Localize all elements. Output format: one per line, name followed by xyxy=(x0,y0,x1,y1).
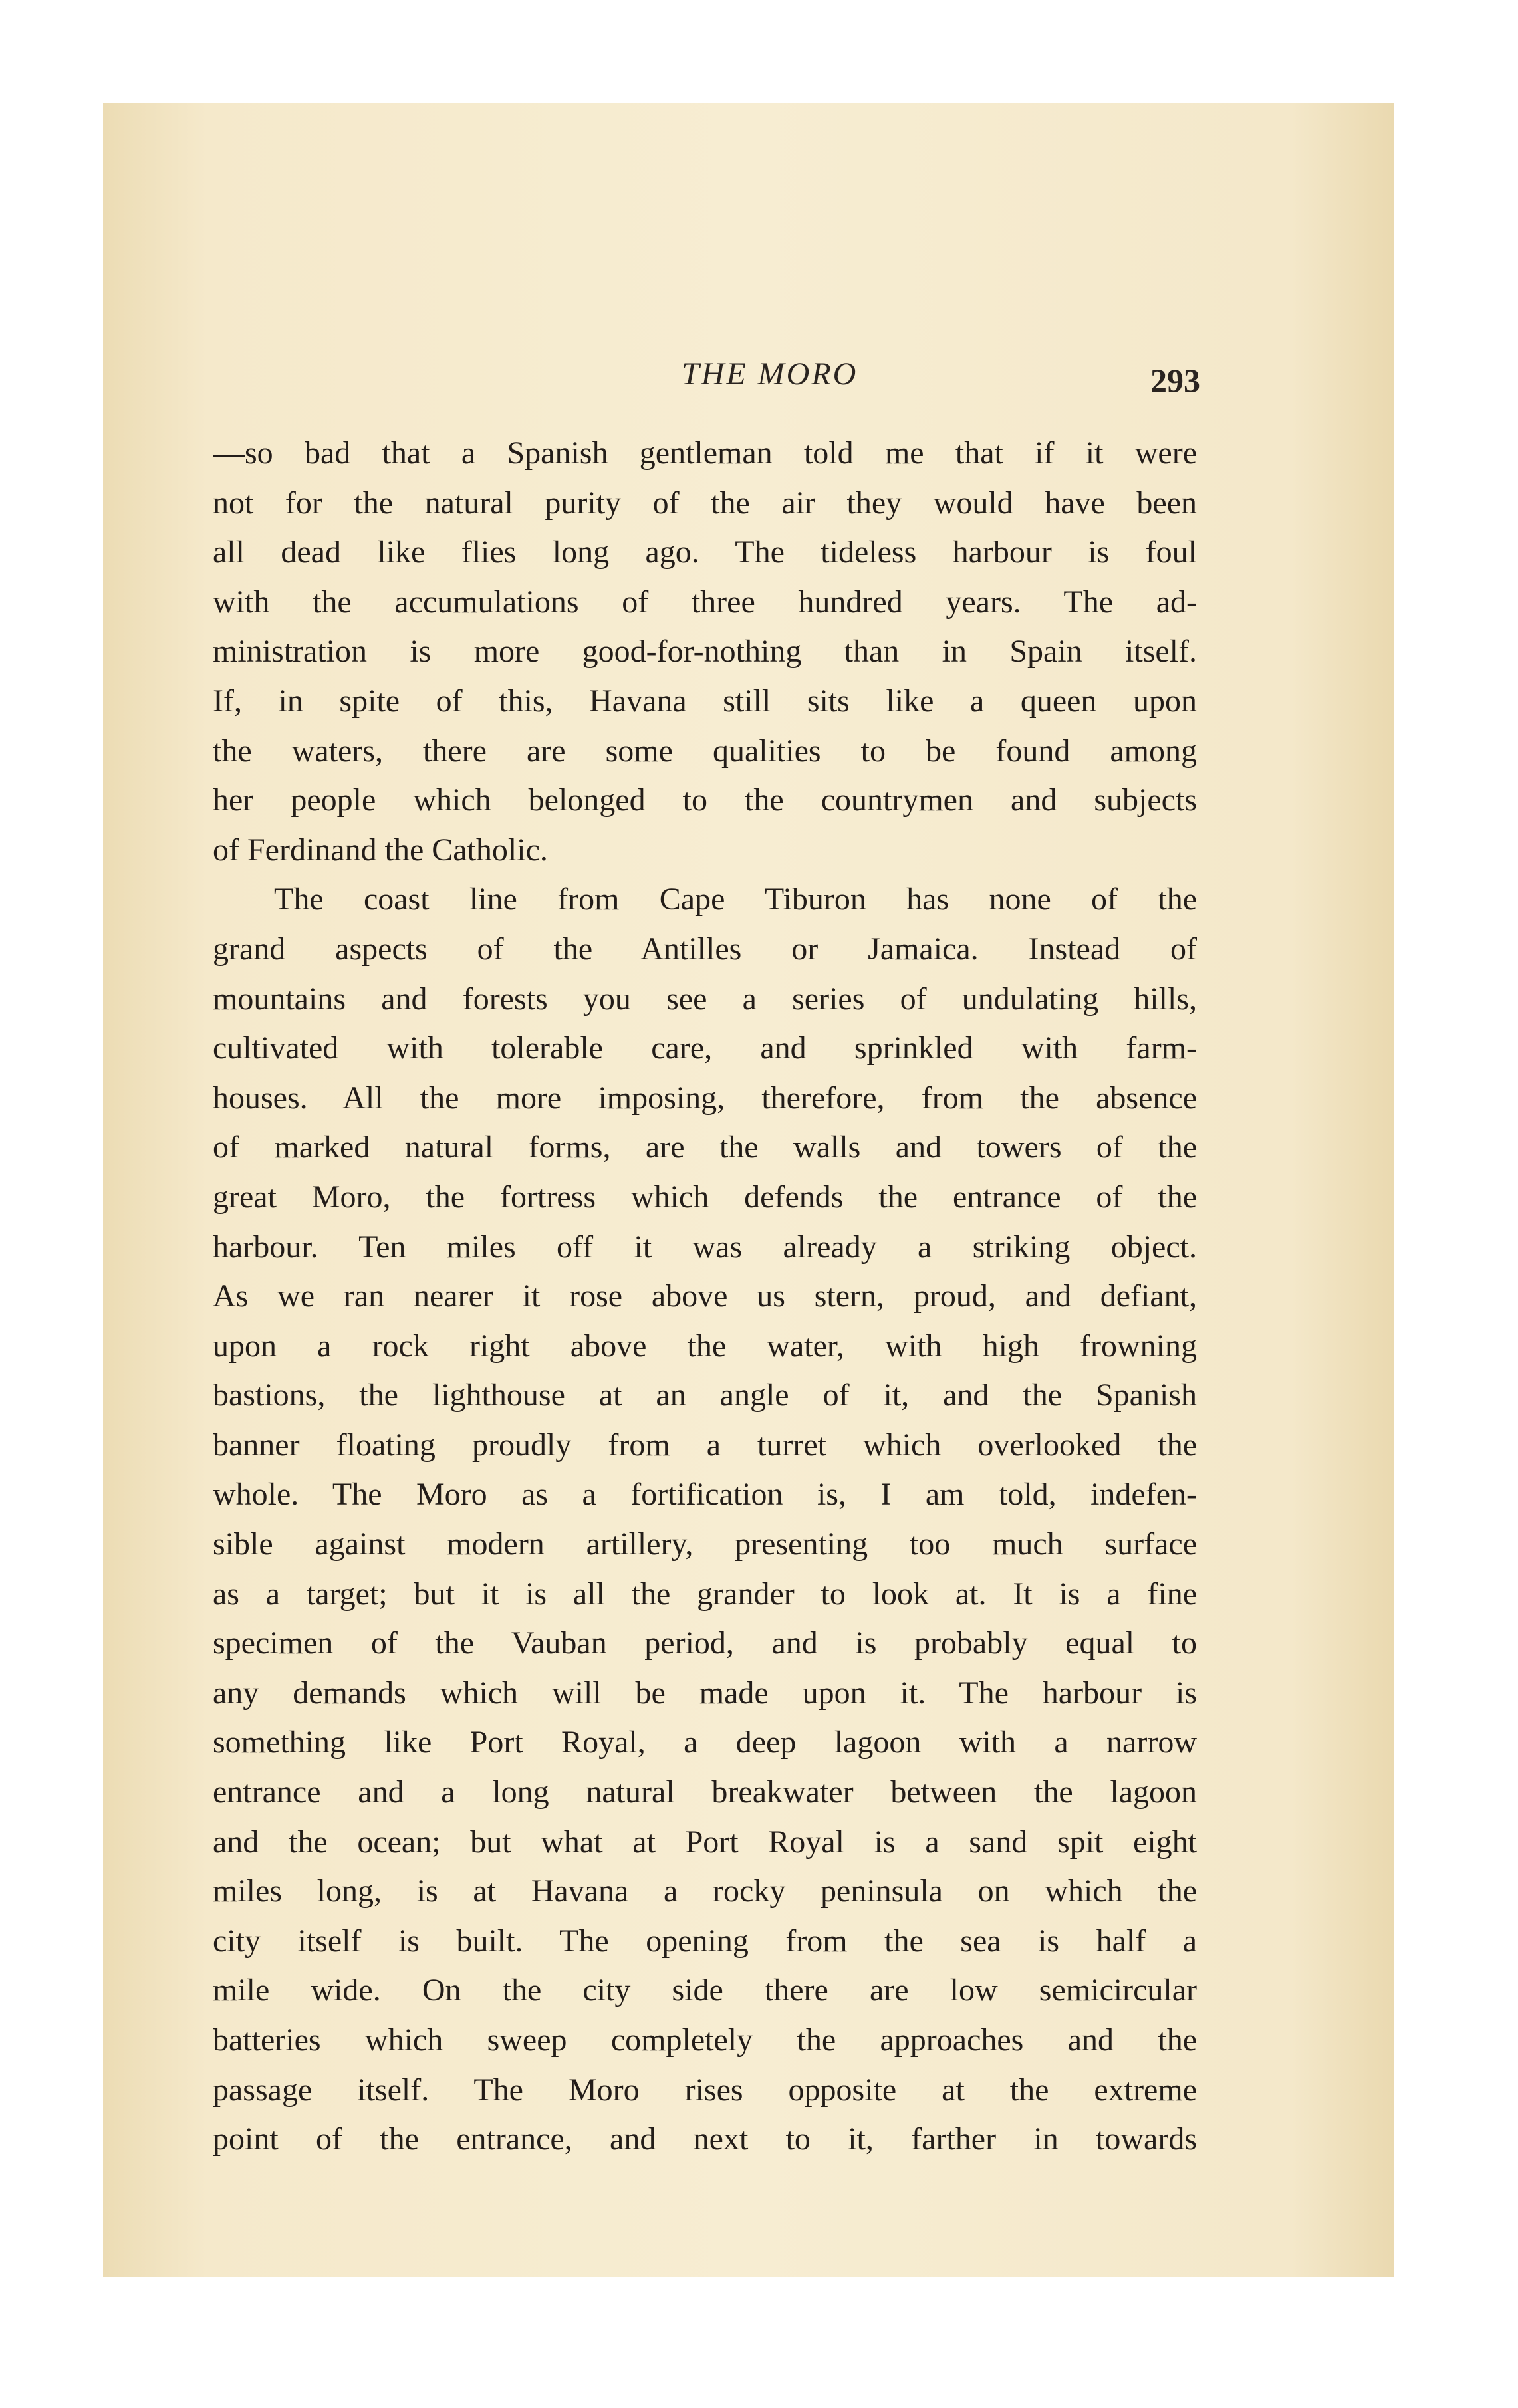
body-text xyxy=(213,429,1197,2165)
page-number: 293 xyxy=(1150,362,1200,399)
text-line: miles long, is at Havana a rocky peninsula on which the xyxy=(213,1873,1197,1909)
text-line: of marked natural forms, are the walls and towers of the xyxy=(213,1130,1197,1165)
text-line: sible against modern artillery, presenting too much surface xyxy=(213,1526,1197,1562)
text-line: passage itself. The Moro rises opposite at the extreme xyxy=(213,2072,1197,2107)
running-header xyxy=(103,356,1394,402)
book-page xyxy=(103,103,1394,2277)
text-line: something like Port Royal, a deep lagoon with a narrow xyxy=(213,1725,1197,1760)
text-line: city itself is built. The opening from the sea is half a xyxy=(213,1923,1197,1959)
text-line: mile wide. On the city side there are low semicircular xyxy=(213,1973,1197,2008)
text-line: with the accumulations of three hundred years. The ad- xyxy=(213,584,1197,620)
text-line: batteries which sweep completely the approaches and the xyxy=(213,2022,1197,2058)
text-line: any demands which will be made upon it. The harbour is xyxy=(213,1675,1197,1711)
text-line: —so bad that a Spanish gentleman told me that if it were xyxy=(213,435,1197,471)
text-line: ministration is more good-for-nothing than in Spain itself. xyxy=(213,634,1197,669)
text-line: and the ocean; but what at Port Royal is a sand spit eight xyxy=(213,1824,1197,1860)
text-line: bastions, the lighthouse at an angle of it, and the Spanish xyxy=(213,1378,1197,1413)
text-line: of Ferdinand the Catholic. xyxy=(213,832,548,868)
text-line: not for the natural purity of the air they would have been xyxy=(213,485,1197,521)
text-line: upon a rock right above the water, with high frowning xyxy=(213,1328,1197,1364)
text-line: whole. The Moro as a fortification is, I am told, indefen- xyxy=(213,1477,1197,1512)
text-line: all dead like flies long ago. The tideless harbour is foul xyxy=(213,535,1197,570)
text-line: harbour. Ten miles off it was already a striking object. xyxy=(213,1229,1197,1264)
text-line: specimen of the Vauban period, and is probably equal to xyxy=(213,1625,1197,1661)
text-line: the waters, there are some qualities to be found among xyxy=(213,733,1197,769)
text-line: banner floating proudly from a turret which overlooked the xyxy=(213,1427,1197,1463)
text-line: cultivated with tolerable care, and sprinkled with farm- xyxy=(213,1030,1197,1066)
text-line: great Moro, the fortress which defends the entrance of the xyxy=(213,1179,1197,1215)
text-line: The coast line from Cape Tiburon has none of the xyxy=(274,882,1197,917)
text-line: as a target; but it is all the grander to look at. It is a fine xyxy=(213,1576,1197,1612)
text-line: If, in spite of this, Havana still sits like a queen upon xyxy=(213,683,1197,719)
text-line: entrance and a long natural breakwater between the lagoon xyxy=(213,1774,1197,1810)
text-line: houses. All the more imposing, therefore, from the absence xyxy=(213,1080,1197,1116)
text-line: mountains and forests you see a series of undulating hills, xyxy=(213,981,1197,1017)
text-line: As we ran nearer it rose above us stern, proud, and defiant, xyxy=(213,1278,1197,1314)
text-line: point of the entrance, and next to it, farther in towards xyxy=(213,2121,1197,2157)
text-line: her people which belonged to the countrymen and subjects xyxy=(213,783,1197,818)
running-title: THE MORO xyxy=(682,356,858,392)
text-line: grand aspects of the Antilles or Jamaica. Instead of xyxy=(213,931,1197,967)
